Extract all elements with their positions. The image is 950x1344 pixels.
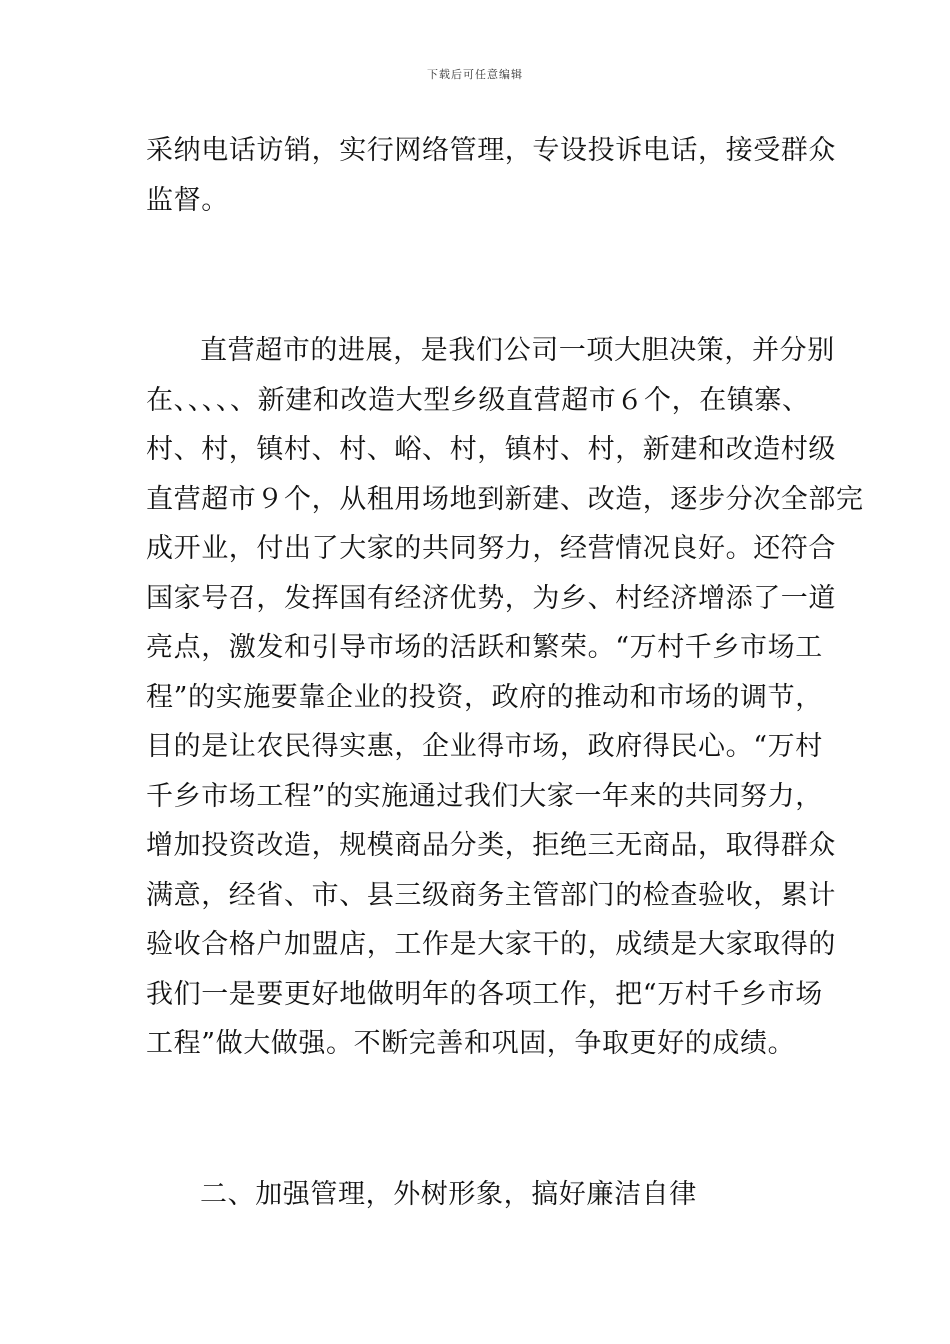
section-heading (146, 1170, 810, 1220)
paragraph-line: 成开业，付出了大家的共同努力，经营情况良好。还符合 (146, 533, 836, 564)
paragraph-line: 监督。 (146, 184, 229, 216)
paragraph-line: 增加投资改造，规模商品分类，拒绝三无商品，取得群众 (146, 830, 836, 861)
paragraph-line: 采纳电话访销，实行网络管理，专设投诉电话，接受群众 (146, 135, 836, 166)
paragraph-2 (146, 326, 864, 1069)
paragraph-line: 在、、、、、新建和改造大型乡级直营超市６个，在镇寨、 (146, 384, 810, 416)
paragraph-line: 满意，经省、市、县三级商务主管部门的检查验收，累计 (146, 879, 836, 911)
paragraph-line: 目的是让农民得实惠，企业得市场，政府得民心。“万村 (146, 731, 823, 762)
paragraph-line: 工程”做大做强。不断完善和巩固，争取更好的成绩。 (146, 1028, 796, 1059)
paragraph-line: 程”的实施要靠企业的投资，政府的推动和市场的调节， (146, 681, 823, 713)
paragraph-line: 村、村，镇村、村、峪、村，镇村、村，新建和改造村级 (146, 434, 836, 465)
paragraph-1 (146, 126, 836, 225)
paragraph-line: 国家号召，发挥国有经济优势，为乡、村经济增添了一道 (146, 582, 836, 614)
paragraph-line: 我们一是要更好地做明年的各项工作，把“万村千乡市场 (146, 978, 823, 1010)
paragraph-line: 千乡市场工程”的实施通过我们大家一年来的共同努力， (146, 780, 823, 812)
paragraph-line: 亮点，激发和引导市场的活跃和繁荣。“万村千乡市场工 (146, 632, 823, 663)
paragraph-line: 直营超市９个，从租用场地到新建、改造，逐步分次全部完 (146, 483, 864, 515)
section-heading-text: 二、加强管理，外树形象，搞好廉洁自律 (200, 1179, 697, 1210)
paragraph-line: 直营超市的进展，是我们公司一项大胆决策，并分别 (200, 335, 835, 366)
paragraph-line: 验收合格户加盟店，工作是大家干的，成绩是大家取得的 (146, 929, 836, 960)
header-note: 下载后可任意编辑 (427, 68, 523, 81)
